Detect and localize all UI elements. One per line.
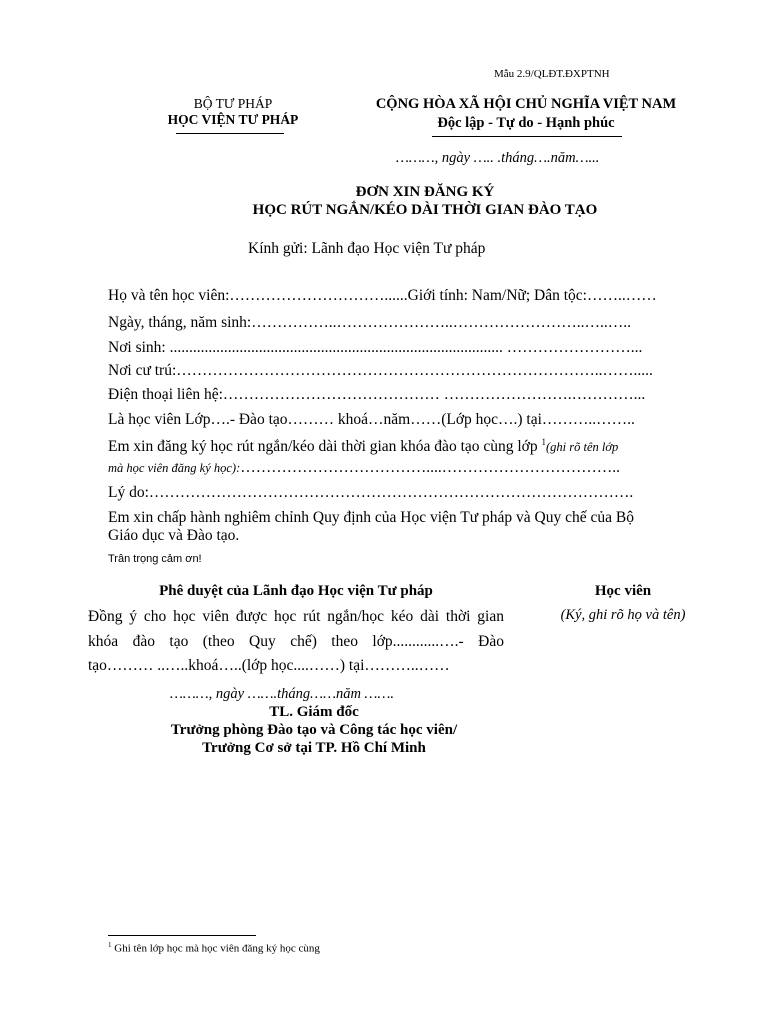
field-name-gender-ethnicity: Họ và tên học viên:…………………………......Giới tính: Nam/Nữ; Dân tộc:……..…… [108, 287, 657, 304]
register-note-a: (ghi rõ tên lớp [546, 440, 619, 455]
form-title-line1: ĐƠN XIN ĐĂNG KÝ [355, 184, 495, 200]
signer-title: TL. Giám đốc [269, 704, 359, 720]
motto-underline [432, 136, 622, 137]
field-class-info: Là học viên Lớp….- Đào tạo……… khoá…năm……(Lớp học….) tại………..…….. [108, 411, 635, 428]
ministry-name: BỘ TƯ PHÁP [193, 96, 273, 111]
footnote-ref: 1 [541, 437, 547, 447]
signer-position-2: Trưởng Cơ sở tại TP. Hồ Chí Minh [202, 740, 426, 756]
field-reason: Lý do:…………………………………………………………………………………. [108, 484, 634, 501]
form-title-line2: HỌC RÚT NGẮN/KÉO DÀI THỜI GIAN ĐÀO TẠO [252, 202, 598, 218]
register-text: Em xin đăng ký học rút ngắn/kéo dài thời gian khóa đào tạo cùng lớp [108, 438, 542, 456]
republic-name: CỘNG HÒA XÃ HỘI CHỦ NGHĨA VIỆT NAM [375, 96, 677, 112]
signer-position-1: Trưởng phòng Đào tạo và Công tác học viên/ [170, 722, 458, 738]
student-signature-note: (Ký, ghi rõ họ và tên) [560, 607, 686, 623]
approval-heading: Phê duyệt của Lãnh đạo Học viện Tư pháp [159, 583, 433, 599]
commitment-line2: Giáo dục và Đào tạo. [108, 527, 240, 544]
thanks-note: Trân trọng cảm ơn! [108, 553, 202, 565]
field-birthplace: Nơi sinh: ...................................................................................... ……………………... [108, 339, 643, 356]
academy-underline [176, 133, 284, 134]
footnote-text: Ghi tên lớp học mà học viên đăng ký học cùng [111, 942, 320, 955]
header-date-line: ………, ngày ….. .tháng….năm…... [396, 150, 600, 166]
approval-text-line2: khóa đào tạo (theo Quy chế) theo lớp............….- Đào [88, 633, 504, 650]
commitment-line1: Em xin chấp hành nghiêm chỉnh Quy định của Học viện Tư pháp và Quy chế của Bộ [108, 509, 634, 526]
field-phone: Điện thoại liên hệ:…………………………………… …………………….…………... [108, 386, 646, 403]
field-date-of-birth: Ngày, tháng, năm sinh:……………..…………………..……………………..…..….. [108, 314, 631, 331]
national-motto: Độc lập - Tự do - Hạnh phúc [437, 115, 615, 131]
field-register-line2 [108, 459, 620, 477]
approval-text-line3: tạo……… ..…..khoá…..(lớp học....……) tại………..…… [88, 657, 450, 674]
register-dots: ………………………………....…………………………….. [240, 459, 620, 476]
approval-text-line1: Đồng ý cho học viên được học rút ngắn/học kéo dài thời gian [88, 608, 504, 625]
footnote [108, 941, 320, 955]
form-code: Mẫu 2.9/QLĐT.ĐXPTNH [494, 68, 610, 80]
approval-date-line: ………, ngày …….tháng……năm ……. [170, 686, 394, 702]
footnote-mark: 1 [108, 941, 112, 949]
footnote-separator [108, 935, 256, 936]
register-note-b: mà học viên đăng ký học): [108, 461, 241, 475]
academy-name: HỌC VIỆN TƯ PHÁP [167, 112, 299, 127]
field-residence: Nơi cư trú:………………………………………………………………………..……..... [108, 362, 653, 379]
addressee: Kính gửi: Lãnh đạo Học viện Tư pháp [248, 240, 486, 257]
student-heading: Học viên [594, 583, 652, 599]
field-register-line1 [108, 437, 618, 456]
